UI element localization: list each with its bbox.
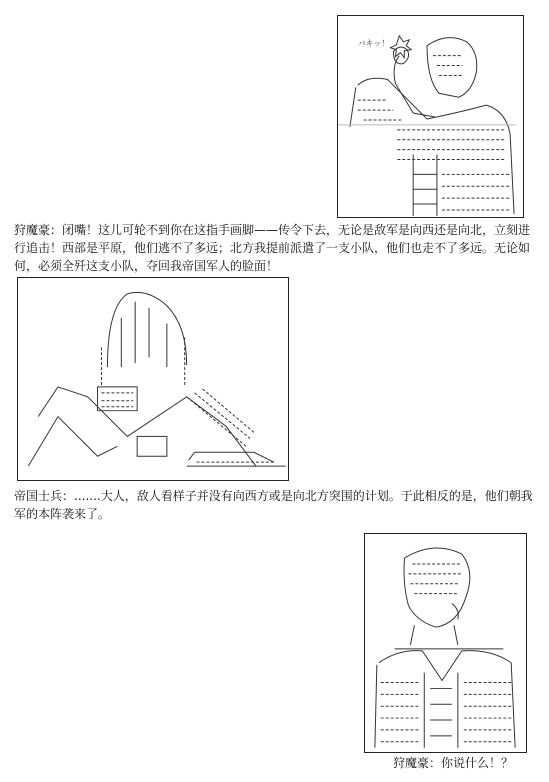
dialogue-text: .......大人，敌人看样子并没有向西方或是向北方突围的计划。于此相反的是，他们朝我军的本阵袭来了。 xyxy=(14,489,533,521)
art-panel-1 xyxy=(337,15,524,218)
speaker-name: 帝国士兵： xyxy=(14,489,75,503)
dialogue-3 xyxy=(393,754,538,772)
dialogue-2 xyxy=(14,487,539,523)
speaker-name: 狩魔豪： xyxy=(14,223,63,237)
speaker-name: 狩魔豪： xyxy=(393,756,442,770)
sfx-text: バキッ！ xyxy=(357,38,390,48)
dialogue-text: 闭嘴！这儿可轮不到你在这指手画脚——传令下去，无论是敌军是向西还是向北，立刻进行追击！西部是平原，他们逃不了多远；北方我提前派遣了一支小队，他们也走不了多远。无论如何，必须全歼这支小队，夺回我帝国军人的脸面！ xyxy=(14,223,531,273)
ascii-art-soldier xyxy=(18,278,288,480)
ascii-art-figure-angry xyxy=(338,16,523,217)
art-panel-2 xyxy=(17,277,289,481)
dialogue-text: 你说什么！？ xyxy=(441,756,514,770)
ascii-art-figure-surprised xyxy=(365,534,526,752)
dialogue-1 xyxy=(14,221,539,275)
art-panel-3 xyxy=(364,533,527,753)
